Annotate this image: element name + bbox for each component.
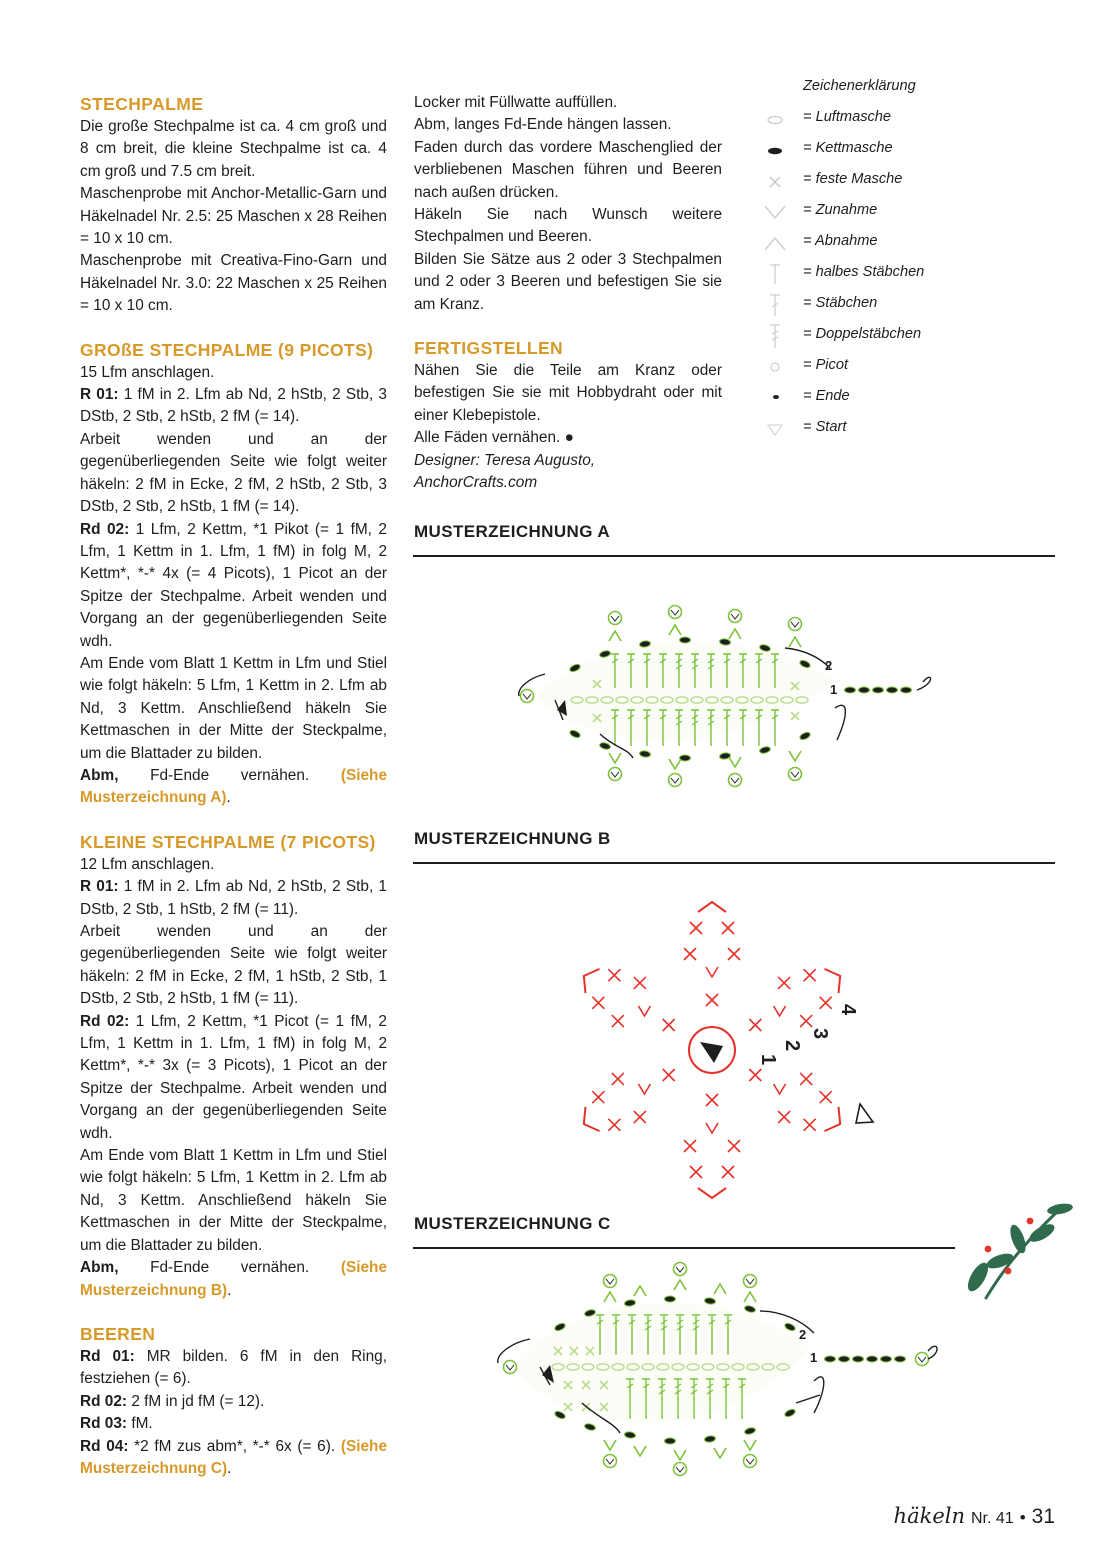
paragraph: Am Ende vom Blatt 1 Kettm in Lfm und Stiel wie folgt häkeln: 5 Lfm, 1 Kettm in 2. Lfm ab Nd, 3 Kettm. Anschließend häkeln Sie Kettmaschen in der Mitte der Steckpalme, um die Blattader zu bilden. — [80, 654, 387, 762]
single-crochet — [728, 948, 740, 960]
picot-mark — [918, 1357, 926, 1362]
round-label: 2 — [799, 1327, 807, 1342]
row-label: R 01: — [80, 386, 119, 404]
row-text: fM. — [127, 1415, 153, 1433]
single-crochet — [778, 977, 790, 989]
abm-label: Abm, — [80, 1259, 119, 1277]
round-label: 2 — [825, 658, 833, 673]
single-crochet — [684, 948, 696, 960]
picot-mark — [731, 778, 739, 783]
single-crochet — [592, 997, 604, 1009]
slip-stitch — [799, 731, 812, 741]
row-instruction — [80, 876, 387, 921]
slip-stitch — [887, 687, 898, 693]
slip-stitch — [744, 1427, 756, 1436]
legend-item — [760, 262, 980, 286]
picot-mark — [523, 694, 531, 699]
row-text: 1 Lfm, 2 Kettm, *1 Picot (= 1 fM, 2 Lfm, 1 Kettm in 1. Lfm, 1 fM) in folg M, 2 Kettm*, *-* 3x (= 3 Picots), 1 Picot an der Spitze der Stechpalme. Arbeit wenden und Vorgang an der gegenüberliegenden Seite wdh. — [80, 1012, 387, 1142]
round-label: 1 — [810, 1350, 818, 1365]
legend-item — [760, 200, 980, 224]
left-column — [80, 92, 387, 1480]
paragraph: Alle Fäden vernähen. ● — [414, 429, 574, 447]
increase-stitch — [789, 751, 801, 761]
slip-stitch — [704, 1297, 716, 1304]
paragraph: Am Ende vom Blatt 1 Kettm in Lfm und Stiel wie folgt häkeln: 5 Lfm, 1 Kettm in 2. Lfm ab Nd, 3 Kettm. Anschließend häkeln Sie Kettmaschen in der Mitte der Steckpalme, um die Blattader zu bilden. — [80, 1147, 387, 1254]
picot-mark — [611, 772, 619, 777]
period: . — [227, 1459, 232, 1477]
reference-link: (Siehe Musterzeichnung C) — [80, 1437, 388, 1477]
paragraph: Arbeit wenden und an der gegenüberliegenden Seite wie folgt weiter häkeln: 2 fM in Ecke, 2 fM, 2 hStb, 2 Stb, 3 DStb, 2 Stb, 2 hStb, 1 fM (= 14). — [80, 430, 387, 516]
end-icon — [760, 386, 790, 410]
page-footer — [894, 1504, 1055, 1529]
row-text: 1 fM in 2. Lfm ab Nd, 2 hStb, 2 Stb, 3 DStb, 2 Stb, 2 hStb, 2 fM (= 14). — [80, 386, 387, 426]
slip-stitch — [867, 1356, 878, 1362]
increase-stitch — [706, 967, 718, 977]
paragraph: Faden durch das vordere Maschenglied der verbliebenen Maschen führen und Beeren nach außen drücken. — [414, 138, 722, 201]
picot-mark — [791, 772, 799, 777]
decrease-stitch — [714, 1284, 726, 1294]
decrease-stitch — [825, 1107, 841, 1131]
row-instruction — [80, 1346, 387, 1391]
picot — [669, 606, 682, 619]
chain-stitch-icon — [760, 107, 790, 131]
leaf-shape — [535, 642, 838, 741]
paragraph: Locker mit Füllwatte auffüllen. — [414, 94, 618, 111]
increase-stitch — [706, 1123, 718, 1133]
legend-item — [760, 417, 980, 441]
slip-stitch — [744, 1305, 756, 1314]
legend-label: = Zunahme — [803, 202, 878, 218]
increase-stitch — [669, 759, 681, 769]
slip-stitch — [704, 1435, 716, 1442]
decrease-stitch — [729, 629, 741, 639]
paragraph: Maschenprobe mit Anchor-Metallic-Garn und Häkelnadel Nr. 2.5: 25 Maschen x 28 Reihen = 10 x 10 cm. — [80, 185, 387, 248]
start-icon — [760, 417, 790, 441]
row-label: Rd 02: — [80, 1392, 128, 1410]
issue-number: Nr. 41 — [971, 1510, 1014, 1527]
row-label: R 01: — [80, 878, 119, 896]
single-crochet — [592, 1091, 604, 1103]
paragraph: Maschenprobe mit Creativa-Fino-Garn und Häkelnadel Nr. 3.0: 22 Maschen x 25 Reihen = 10 x 10 cm. — [80, 252, 387, 315]
finish-instruction — [80, 1257, 387, 1302]
legend-label: = Luftmasche — [803, 109, 892, 125]
slip-stitch — [859, 687, 870, 693]
decrease-stitch — [825, 969, 841, 993]
leaf-shape — [512, 1303, 810, 1423]
picot — [604, 1455, 617, 1468]
paragraph: 12 Lfm anschlagen. — [80, 855, 215, 873]
legend-label: = Stäbchen — [803, 295, 878, 311]
legend-item — [760, 169, 980, 193]
picot — [674, 1263, 687, 1276]
abm-text: Fd-Ende vernähen. — [118, 1259, 341, 1277]
slip-stitch — [784, 1408, 797, 1418]
chart-c-stitches — [498, 1263, 937, 1476]
picot — [609, 768, 622, 781]
single-crochet — [804, 1119, 816, 1131]
increase-stitch — [638, 1006, 650, 1016]
row-instruction — [80, 1391, 387, 1413]
legend-item — [760, 293, 980, 317]
reference-link: (Siehe Musterzeichnung A) — [80, 766, 387, 807]
paragraph: Die große Stechpalme ist ca. 4 cm groß und 8 cm breit, die kleine Stechpalme ist ca. 4 cm groß und 7.5 cm breit. — [80, 118, 387, 180]
legend-item — [760, 231, 980, 255]
single-crochet — [749, 1019, 761, 1031]
picot — [669, 774, 682, 787]
round-label: 2 — [781, 1040, 803, 1052]
slip-stitch — [825, 1356, 836, 1362]
row-label: Rd 02: — [80, 520, 130, 538]
picot — [789, 618, 802, 631]
single-crochet — [634, 1111, 646, 1123]
paragraph: Arbeit wenden und an der gegenüberliegenden Seite wie folgt weiter häkeln: 2 fM in Ecke, 2 fM, 1 hStb, 2 Stb, 1 DStb, 2 Stb, 2 hStb, 1 fM (= 11). — [80, 923, 387, 1008]
legend-label: = Picot — [803, 357, 849, 373]
picot-mark — [671, 778, 679, 783]
increase-stitch — [674, 1450, 686, 1460]
row-instruction — [80, 519, 387, 653]
decrease-stitch — [674, 1280, 686, 1290]
increase-stitch — [729, 757, 741, 767]
picot-mark — [606, 1459, 614, 1464]
website-credit: AnchorCrafts.com — [414, 474, 538, 492]
single-crochet — [820, 1091, 832, 1103]
decrease-stitch — [584, 969, 600, 993]
row-text: 1 fM in 2. Lfm ab Nd, 2 hStb, 2 Stb, 1 DStb, 2 Stb, 1 hStb, 2 fM (= 11). — [80, 878, 387, 918]
paragraph: Abm, langes Fd-Ende hängen lassen. — [414, 116, 672, 134]
decrease-stitch — [584, 1107, 600, 1131]
crochet-chart-a — [505, 598, 945, 803]
row-instruction — [80, 384, 387, 429]
slip-stitch — [881, 1356, 892, 1362]
picot-mark — [676, 1267, 684, 1272]
picot-mark — [731, 614, 739, 619]
row-label: Rd 01: — [80, 1347, 135, 1365]
single-crochet — [612, 1015, 624, 1027]
legend-item — [760, 324, 980, 348]
decrease-stitch — [789, 637, 801, 647]
direction-arrow — [928, 1346, 937, 1359]
separator: • — [1019, 1508, 1026, 1527]
divider — [413, 555, 1055, 557]
direction-arrow — [835, 705, 845, 740]
picot-icon — [760, 355, 790, 379]
crochet-chart-b — [570, 892, 890, 1207]
picot — [674, 1463, 687, 1476]
decrease-stitch — [698, 1188, 726, 1198]
row-label: Rd 02: — [80, 1012, 130, 1030]
picot-mark — [676, 1467, 684, 1472]
slip-stitch — [554, 1410, 567, 1420]
row-label: Rd 04: — [80, 1437, 129, 1455]
picot-mark — [671, 610, 679, 615]
end-icon — [856, 1104, 873, 1123]
single-crochet — [663, 1069, 675, 1081]
single-crochet — [778, 1111, 790, 1123]
row-instruction — [80, 1436, 387, 1481]
slip-stitch — [901, 687, 912, 693]
legend-label: = feste Masche — [803, 171, 903, 187]
single-crochet — [820, 997, 832, 1009]
holly-branch-illustration — [960, 1195, 1075, 1305]
middle-column — [414, 92, 722, 495]
single-crochet — [728, 1140, 740, 1152]
increase-stitch — [744, 1440, 756, 1450]
single-crochet — [690, 922, 702, 934]
row-label: Rd 03: — [80, 1415, 128, 1433]
slip-stitch — [895, 1356, 906, 1362]
divider — [413, 862, 1055, 864]
half-double-crochet-icon — [760, 262, 790, 286]
slip-stitch — [845, 687, 856, 693]
slip-stitch — [624, 1431, 636, 1438]
legend-label: = Abnahme — [803, 233, 878, 249]
legend-label: = Kettmasche — [803, 140, 893, 156]
increase-icon — [760, 200, 790, 224]
slip-stitch — [873, 687, 884, 693]
picot — [609, 612, 622, 625]
abm-label: Abm, — [80, 766, 119, 784]
direction-arrow — [796, 1395, 820, 1403]
picot — [916, 1353, 929, 1366]
single-crochet — [749, 1069, 761, 1081]
abm-text: Fd-Ende vernähen. — [118, 766, 341, 784]
row-text: 2 fM in jd fM (= 12). — [127, 1392, 265, 1410]
decrease-stitch — [604, 1292, 616, 1302]
picot — [604, 1275, 617, 1288]
single-crochet — [706, 994, 718, 1006]
round-label: 1 — [830, 682, 838, 697]
start-icon — [700, 1042, 723, 1063]
legend-item — [760, 107, 980, 131]
decrease-stitch — [698, 902, 726, 912]
heading-stechpalme: STECHPALME — [80, 94, 204, 114]
increase-stitch — [604, 1440, 616, 1450]
row-text: *2 fM zus abm*, *-* 6x (= 6). — [128, 1437, 341, 1455]
decrease-stitch — [669, 625, 681, 635]
single-crochet — [663, 1019, 675, 1031]
round-label: 3 — [809, 1028, 831, 1040]
legend-label: = halbes Stäbchen — [803, 264, 925, 280]
legend-item — [760, 386, 980, 410]
single-crochet — [800, 1015, 812, 1027]
increase-stitch — [638, 1084, 650, 1094]
double-crochet-icon — [760, 293, 790, 317]
magazine-brand: häkeln — [893, 1504, 965, 1528]
slip-stitch — [599, 742, 611, 751]
round-label: 1 — [757, 1054, 779, 1066]
heading-fertigstellen: FERTIGSTELLEN — [414, 338, 564, 359]
picot-mark — [611, 616, 619, 621]
legend-label: = Start — [803, 419, 847, 435]
paragraph: Häkeln Sie nach Wunsch weitere Stechpalmen und Beeren. — [414, 206, 722, 246]
single-crochet — [791, 712, 799, 720]
decrease-stitch — [634, 1286, 646, 1296]
single-crochet — [608, 969, 620, 981]
paragraph: 15 Lfm anschlagen. — [80, 363, 215, 381]
round-label: 4 — [837, 1004, 859, 1016]
decrease-stitch — [744, 1292, 756, 1302]
slip-stitch — [584, 1423, 596, 1432]
finish-instruction — [80, 765, 387, 810]
slip-stitch — [784, 1322, 797, 1332]
heading-kleine-stechpalme: KLEINE STECHPALME (7 PICOTS) — [80, 831, 376, 852]
increase-stitch — [774, 1006, 786, 1016]
picot — [744, 1455, 757, 1468]
picot — [744, 1275, 757, 1288]
row-text: MR bilden. 6 fM in den Ring, festziehen (= 6). — [80, 1347, 387, 1388]
direction-arrow — [917, 677, 931, 690]
picot — [729, 610, 742, 623]
increase-stitch — [774, 1084, 786, 1094]
period: . — [227, 1281, 232, 1299]
slip-stitch — [665, 1296, 676, 1302]
picot — [789, 768, 802, 781]
picot-mark — [746, 1459, 754, 1464]
slip-stitch — [665, 1438, 676, 1444]
legend-label: = Ende — [803, 388, 850, 404]
section-title-c: MUSTERZEICHNUNG C — [414, 1214, 611, 1233]
divider — [413, 1247, 955, 1249]
crochet-chart-c — [490, 1255, 940, 1485]
single-crochet — [608, 1119, 620, 1131]
single-crochet — [804, 969, 816, 981]
picot-mark — [506, 1365, 514, 1370]
heading-beeren: BEEREN — [80, 1323, 156, 1344]
picot-mark — [606, 1279, 614, 1284]
legend-item — [760, 138, 980, 162]
slip-stitch — [639, 750, 651, 757]
page-number: 31 — [1031, 1505, 1055, 1528]
single-crochet — [690, 1166, 702, 1178]
paragraph: Bilden Sie Sätze aus 2 oder 3 Stechpalmen und 2 oder 3 Beeren und befestigen Sie sie am Kranz. — [414, 250, 722, 313]
single-crochet — [612, 1073, 624, 1085]
picot-mark — [791, 622, 799, 627]
slip-stitch — [853, 1356, 864, 1362]
slip-stitch-icon — [760, 138, 790, 162]
picot — [729, 774, 742, 787]
single-crochet — [722, 922, 734, 934]
section-title-b: MUSTERZEICHNUNG B — [414, 829, 611, 848]
designer-credit: Designer: Teresa Augusto, — [414, 451, 596, 469]
period: . — [226, 789, 231, 807]
slip-stitch — [839, 1356, 850, 1362]
heading-grosse-stechpalme: GROßE STECHPALME (9 PICOTS) — [80, 339, 374, 360]
single-crochet — [800, 1073, 812, 1085]
picot — [521, 690, 534, 703]
single-crochet — [722, 1166, 734, 1178]
increase-stitch — [714, 1448, 726, 1458]
single-crochet-icon — [760, 169, 790, 193]
decrease-icon — [760, 231, 790, 255]
row-instruction — [80, 1413, 387, 1435]
legend-title: Zeichenerklärung — [803, 78, 916, 94]
chart-a-stitches — [519, 606, 931, 787]
single-crochet — [706, 1094, 718, 1106]
increase-stitch — [634, 1446, 646, 1456]
slip-stitch — [680, 637, 691, 643]
decrease-stitch — [609, 631, 621, 641]
paragraph: Nähen Sie die Teile am Kranz oder befestigen Sie sie mit Hobbydraht oder mit einer Klebepistole. — [414, 362, 722, 424]
row-instruction — [80, 1011, 387, 1145]
slip-stitch — [569, 729, 582, 739]
single-crochet — [684, 1140, 696, 1152]
reference-link: (Siehe Musterzeichnung B) — [80, 1259, 387, 1299]
legend-label: = Doppelstäbchen — [803, 326, 922, 342]
increase-stitch — [609, 753, 621, 763]
picot-mark — [746, 1279, 754, 1284]
slip-stitch — [759, 746, 771, 755]
legend-item — [760, 355, 980, 379]
treble-crochet-icon — [760, 324, 790, 348]
row-text: 1 Lfm, 2 Kettm, *1 Pikot (= 1 fM, 2 Lfm, 1 Kettm in 1. Lfm, 1 fM) in folg M, 2 Kettm*, *-* 4x (= 4 Picots), 1 Picot an der Spitze der Stechpalme. Arbeit wenden und Vorgang an der gegenüberliegenden Seite wdh. — [80, 520, 387, 650]
section-title-a: MUSTERZEICHNUNG A — [414, 522, 610, 541]
single-crochet — [634, 977, 646, 989]
